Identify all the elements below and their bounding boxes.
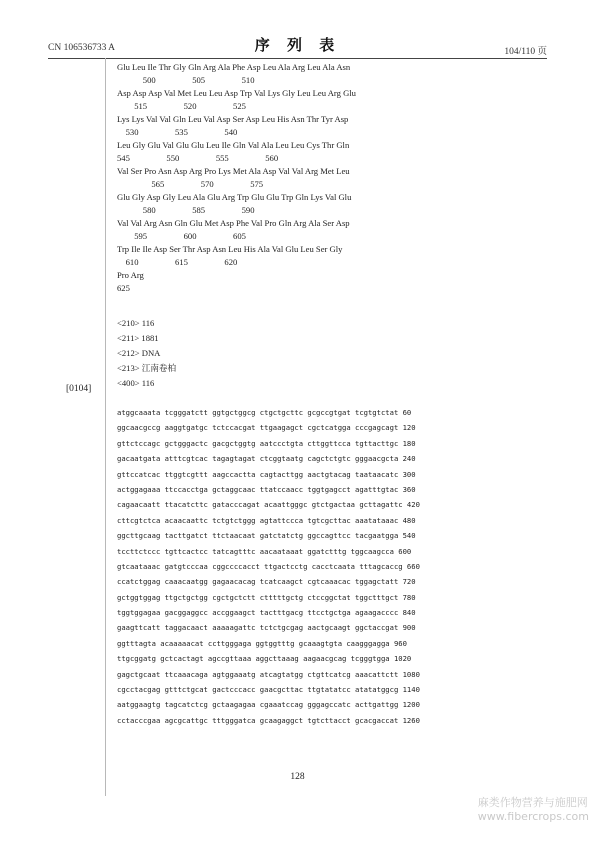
residue-line: Pro Arg xyxy=(117,270,144,280)
patent-number: CN 106536733 A xyxy=(48,43,116,53)
meta-organism: <213> 江南卷柏 xyxy=(117,363,177,373)
residue-number-line: 595 600 605 xyxy=(117,231,246,241)
residue-number-line: 610 615 620 xyxy=(117,257,238,267)
dna-line: gttccatcac ttggtcgttt aagccactta cagtacttgg aactgtacag taataacatc 300 xyxy=(117,469,416,479)
residue-line: Val Ser Pro Asn Asp Arg Pro Lys Met Ala Asp Val Val Arg Met Leu xyxy=(117,166,350,176)
meta-sequence-header: <400> 116 xyxy=(117,378,155,388)
page-title: 序 列 表 xyxy=(254,36,341,54)
dna-line: cttcgtctca acaacaattc tctgtctggg agtattccca tgtcgcttac aaatataaac 480 xyxy=(117,515,416,525)
dna-line: actggagaaa ttccacctga gctaggcaac ttatccaacc tggtgagcct agatttgtac 360 xyxy=(117,484,416,494)
residue-line: Trp Ile Ile Asp Ser Thr Asp Asn Leu His Ala Val Glu Leu Ser Gly xyxy=(117,244,343,254)
residue-line: Glu Gly Asp Gly Leu Ala Glu Arg Trp Glu Glu Trp Gln Lys Val Glu xyxy=(117,192,352,202)
paragraph-label: [0104] xyxy=(66,384,92,394)
residue-number-line: 565 570 575 xyxy=(117,179,264,189)
dna-line: gttctccagc gctgggactc gacgctggtg aatccctgta cttggttcca tgttacttgc 180 xyxy=(117,438,416,448)
dna-line: gaagttcatt taggacaact aaaaagattc tctctgcgag aactgcaagt ggctaccgat 900 xyxy=(117,623,416,633)
dna-line: tccttctccc tgttcactcc tatcagtttc aacaataaat ggatctttg tggcaagcca 600 xyxy=(117,546,412,556)
residue-number-line: 580 585 590 xyxy=(117,205,255,215)
residue-line: Glu Leu Ile Thr Gly Gln Arg Ala Phe Asp Leu Ala Arg Leu Ala Asn xyxy=(117,62,351,72)
dna-line: ccatctggag caaacaatgg gagaacacag tcatcaagct cgtcaaacac tggagctatt 720 xyxy=(117,577,416,587)
dna-line: tggtggagaa gacggaggcc accggaagct tactttgacg ttcctgctga agaagacccc 840 xyxy=(117,608,416,618)
meta-type: <212> DNA xyxy=(117,348,161,358)
dna-sequence xyxy=(117,405,420,728)
residue-number-line: 515 520 525 xyxy=(117,101,246,111)
residue-line: Leu Gly Glu Val Glu Glu Leu Ile Gln Val Ala Leu Leu Cys Thr Gln xyxy=(117,140,350,150)
residue-line: Lys Lys Val Val Gln Leu Val Asp Ser Asp Leu His Asn Thr Tyr Asp xyxy=(117,114,349,124)
dna-line: gagctgcaat ttcaaacaga agtggaaatg atcagtatgg ctgttcatcg aaacattctt 1080 xyxy=(117,669,420,679)
dna-line: aatggaagtg tagcatctcg gctaagagaa cgaaatccag gggagccatc acttgattgg 1200 xyxy=(117,700,420,710)
dna-line: ttgcggatg gctcactagt agccgttaaa aggcttaaag aagaacgcag tcgggtgga 1020 xyxy=(117,654,412,664)
residue-number-line: 530 535 540 xyxy=(117,127,238,137)
dna-line: cctacccgaa agcgcattgc tttgggatca gcaagaggct tgtcttacct gcacgaccat 1260 xyxy=(117,715,420,725)
residue-number-line: 545 550 555 560 xyxy=(117,153,279,163)
watermark-site-name: 麻类作物营养与施肥网 xyxy=(477,796,588,809)
dna-line: cgcctacgag gtttctgcat gactcccacc gaacgcttac ttgtatatcc atatatggcg 1140 xyxy=(117,685,420,695)
residue-number-line: 500 505 510 xyxy=(117,75,255,85)
dna-line: ggcaacgccg aaggtgatgc tctccacgat ttgaagagct cgctcatgga cccgagcagt 120 xyxy=(117,423,416,433)
meta-seq-id: <210> 116 xyxy=(117,318,155,328)
dna-line: gtcaataaac gatgtcccaa cggccccacct ttgactcctg cacctcaata tttagcaccg 660 xyxy=(117,561,420,571)
watermark xyxy=(478,796,589,824)
meta-length: <211> 1881 xyxy=(117,333,159,343)
amino-acid-sequence xyxy=(117,61,356,295)
page-label: 104/110 页 xyxy=(504,47,547,57)
margin-divider xyxy=(105,58,106,796)
residue-line: Asp Asp Asp Val Met Leu Leu Asp Trp Val Lys Gly Leu Leu Arg Glu xyxy=(117,88,356,98)
dna-line: atggcaaata tcgggatctt ggtgctggcg ctgctgcttc gcgccgtgat tcgtgtctat 60 xyxy=(117,408,412,417)
dna-line: gctggtggag ttgctgctgg cgctgctctt ctttttgctg ctccggctat tggctttgct 780 xyxy=(117,592,416,602)
sequence-metadata xyxy=(117,316,176,391)
dna-line: gacaatgata atttcgtcac tagagtagat ctcggtaatg cagctctgtc gggaacgcta 240 xyxy=(117,454,416,464)
residue-number-line: 625 xyxy=(117,283,130,293)
watermark-url: www.fibercrops.com xyxy=(477,810,589,823)
dna-line: cagaacaatt ttacatcttc gatacccagat acaattgggc gtctgactaa gcttagattc 420 xyxy=(117,500,420,510)
dna-line: ggtttagta acaaaaacat ccttgggaga ggtggtttg gcaaagtgta caagggagga 960 xyxy=(117,638,407,648)
page-number: 128 xyxy=(290,772,305,782)
header-divider xyxy=(48,58,547,59)
residue-line: Val Val Arg Asn Gln Glu Met Asp Phe Val Pro Gln Arg Ala Ser Asp xyxy=(117,218,350,228)
dna-line: ggcttgcaag tacttgatct ttctaacaat gatctatctg ggccagttcc tacgaatgga 540 xyxy=(117,531,416,541)
